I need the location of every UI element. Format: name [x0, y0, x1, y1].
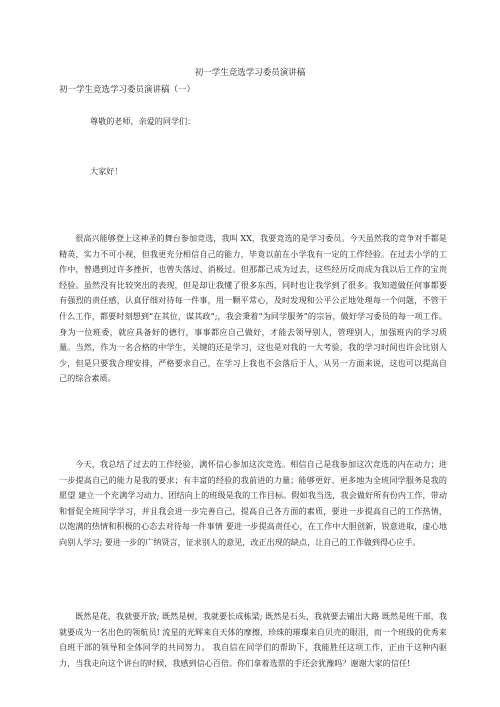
greeting-line: 尊敬的老师，亲爱的同学们：: [90, 116, 196, 126]
paragraph-3: 既然是花，我就要开放; 既然是树，我就要长成栋梁; 既然是石头，我就要去铺出大路 既然是班干部，我就要成为一名出色的领航员! 流星的光辉来自天体的摩擦，珍珠的璀璨来自贝壳的眼泪，而一个班级的优秀来自班干部的领导和全体同学的共同努力。 我自信在同学们的帮助下，我能胜任这项工作，正由于这种内驱力，当我走向这个讲台的时候，我感到信心百倍。你们拿着选票的手还会犹豫吗？谢谢大家的信任!: [59, 611, 447, 668]
hello-line: 大家好！: [90, 166, 123, 176]
paragraph-2: 今天，我总结了过去的工作经验，满怀信心参加这次竞选。相信自己是我参加这次竞选的内在动力；进一步提高自己的能力是我的要求；有丰富的经验的我前进的力量；能够更好、更多地为全班同学服务是我的愿望 建立一个充满学习动力、团结向上的班级是我的工作目标。假如我当选，我会做好所有份内工作，带动和督促全班同学学习，并且我会进一步完善自己，提高自己各方面的素质，要进一步提高自己的工作热情，以饱满的热情和积极的心态去对待每一件事情 要进一步提高责任心，在工作中大胆创新，锐意进取，虚心地向别人学习; 要进一步的广纳贤言，征求别人的意见，改正出现的缺点，让自己的工作做到得心应手。: [59, 459, 447, 547]
paragraph-1: 很高兴能够登上这神圣的舞台参加竞选，我叫 XX，我要竞选的是学习委员。今天虽然我的竞争对手都是精英，实力不可小视，但我更充分相信自己的能力，毕竟以前在小学我有一定的工作经验。在过去小学的工作中，曾遇到过许多挫折，也曾失落过、消极过。但那都已成为过去，这些经历反而成为我以后工作的宝贵经验。虽然没有比较突出的表现，但是却让我懂了很多东西，同时也让我学到了很多。我知道做任何事都要有强烈的责任感，认真仔细对待每一件事，用一颗平常心，及时发现和公平公正地处理每一个问题，不管干什么工作，都要时刻想到“在其位，谋其政”;，我会秉着“为同学服务”的宗旨，做好学习委员的每一项工作。身为一位班委，就应具备好的德行，事事都应自己做好，才能去领导别人，管理别人，加强班内的学习质量。当然，作为一名合格的中学生，关键的还是学习，这也是对我的一大考验，我的学习时间也许会比别人少，但是只要我合理安排，严格要求自己，在学习上我也不会落后于人，从另一方面来说，这也可以提高自己的综合素质。: [59, 233, 447, 384]
document-subtitle: 初一学生竞选学习委员演讲稿（一）: [59, 85, 196, 95]
document-title: 初一学生竞选学习委员演讲稿: [194, 68, 306, 78]
